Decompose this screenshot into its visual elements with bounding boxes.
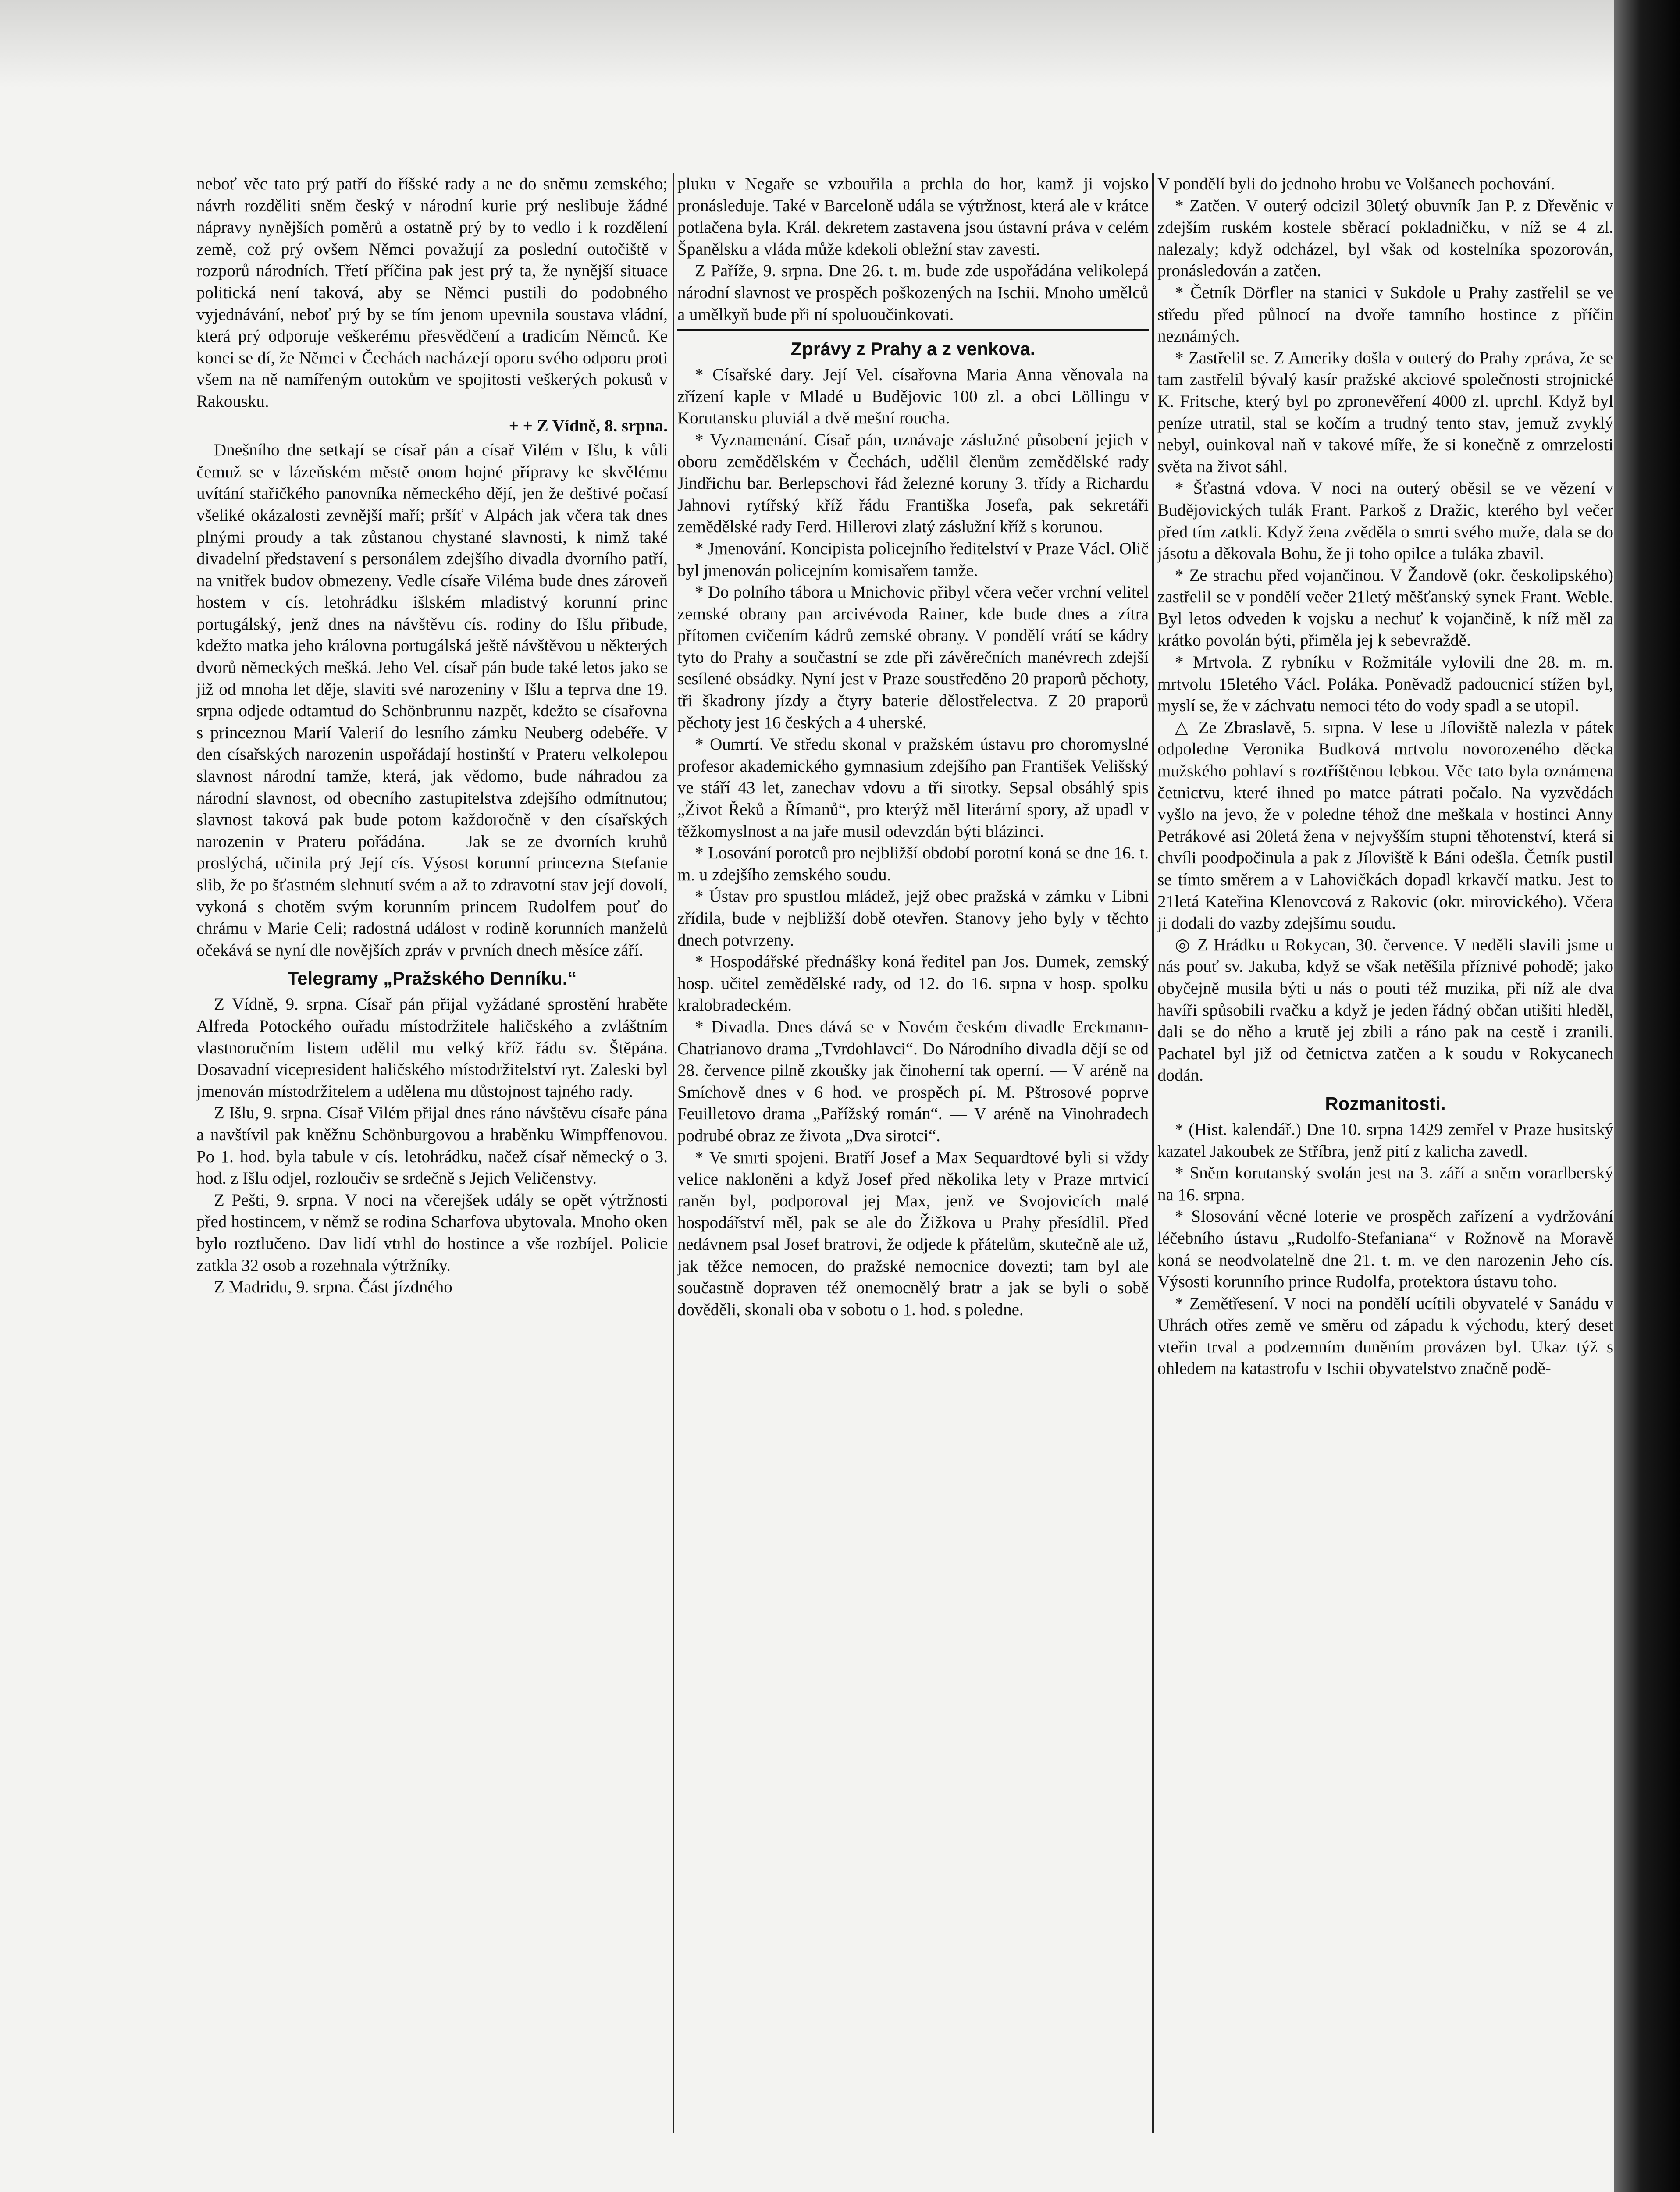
paragraph: Z Pešti, 9. srpna. V noci na včerejšek udály se opět výtržnosti před hostincem, v němž se rodina Scharfova ubytovala. Mnoho oken bylo roztlučeno. Dav lidí vtrhl do hostince a vše rozbíjel. Policie zatkla 32 osob a rozehnala výtržníky. [196, 1190, 668, 1275]
section-heading: Telegramy „Pražského Denníku.“ [287, 968, 577, 989]
paragraph: * Sněm korutanský svolán jest na 3. září a sněm vorarlberský na 16. srpna. [1157, 1164, 1613, 1204]
paragraph: * Losování porotců pro nejbližší období porotní koná se dne 16. t. m. u zdejšího zemského soudu. [677, 843, 1149, 884]
paragraph: * Slosování věcné loterie ve prospěch zařízení a vydržování léčebního ústavu „Rudolfo-Stefaniana“ v Rožnově na Moravě koná se neodvolatelně dne 21. t. m. ve den narozenin Jeho cís. Výsosti korunního prince Rudolfa, protektora ústavu toho. [1157, 1207, 1613, 1292]
paragraph: * Mrtvola. Z rybníku v Rožmitále vylovili dne 28. m. m. mrtvolu 15letého Václ. Poláka. Poněvadž padoucnicí stížen byl, myslí se, že v záchvatu nemoci této do vody spadl a se utopil. [1157, 653, 1613, 715]
paragraph: * Jmenování. Koncipista policejního ředitelství v Praze Václ. Olič byl jmenován policejním komisařem tamže. [677, 539, 1149, 580]
column-2 [677, 173, 1149, 2133]
section-heading: Rozmanitosti. [1325, 1093, 1446, 1114]
section-heading: Zprávy z Prahy a z venkova. [790, 338, 1036, 359]
paragraph: * Ústav pro spustlou mládež, jejž obec pražská v zámku v Libni zřídila, bude v nejbližší době otevřen. Stanovy jeho byly v těchto dnech potvrzeny. [677, 887, 1149, 950]
paragraph: Z Madridu, 9. srpna. Část jízdného [214, 1277, 452, 1297]
paragraph: △ Ze Zbraslavě, 5. srpna. V lese u Jíloviště nalezla v pátek odpoledne Veronika Budková mrtvolu novorozeného děcka mužského pohlaví s roztříštěnou lebkou. Věc tato byla oznámena četnictvu, které ihned po matce pátrati počalo. Na vyzvědách vyšlo na jevo, že v poledne téhož dne meškala v hostinci Anny Petrákové asi 20letá žena v nejvyšším stupni těhotenství, která si chvíli poodpočinula a pak z Jíloviště k Báni odešla. Četník pustil se tímto směrem a v Lahovičkách dopadl krkavčí matku. Jest to 21letá Kateřina Klenovcová z Rakovic (okr. mirovického). Včera ji dodali do vazby zdejšímu soudu. [1157, 718, 1613, 933]
paragraph: * Vyznamenání. Císař pán, uznávaje záslužné působení jejich v oboru zemědělském v Čechách, udělil členům zemědělské rady Jindřichu bar. Berlepschovi řád železné koruny 3. třídy a Richardu Jahnovi rytířský kříž řádu Františka Josefa, pak sekretáři zemědělské rady Ferd. Hillerovi zlatý záslužní kříž s korunou. [677, 430, 1149, 537]
paragraph: * Do polního tábora u Mnichovic přibyl včera večer vrchní velitel zemské obrany pan arcivévoda Rainer, kde bude dnes a zítra přítomen cvičením kádrů zemské obrany. V pondělí vrátí se kádry tyto do Prahy a součastní se zde při závěrečních manévrech zdejší sesílené obsádky. Nyní jest v Praze soustředěno 20 praporů pěchoty, tři škadrony jízdy a čtyry baterie dělostřelectva. Z 20 praporů pěchoty jest 16 českých a 4 uherské. [677, 583, 1149, 732]
paragraph: * Šťastná vdova. V noci na outerý oběsil se ve vězení v Budějovických tulák Frant. Parkoš z Dražic, kterého byl večer před tím zatkli. Když žena zvěděla o smrti svého muže, dala se do jásotu a děkovala Bohu, že ji toho opilce a tuláka zbavil. [1157, 479, 1613, 563]
paragraph: Z Išlu, 9. srpna. Císař Vilém přijal dnes ráno návštěvu císaře pána a navštívil pak kněžnu Schönburgovou a hraběnku Wimpffenovou. Po 1. hod. byla tabule v cís. letohrádku, načež císař německý o 3. hod. z Išlu odjel, rozloučiv se srdečně s Jejich Veličenstvy. [196, 1103, 668, 1188]
paragraph: * Ze strachu před vojančinou. V Žandově (okr. českolipského) zastřelil se v pondělí večer 21letý měšťanský synek Frant. Weble. Byl letos odveden k vojsku a nechuť k vojančině, k níž měl za krátko povolán býti, přiměla jej k sebevraždě. [1157, 566, 1613, 650]
paragraph: ◎ Z Hrádku u Rokycan, 30. července. V neděli slavili jsme u nás pouť sv. Jakuba, když se však netěšila příznivé pohodě; jako obyčejně musila býti u nás o pouti též muzika, při níž ale dva havíři spůsobili rvačku a když je jeden řádný občan utišiti hleděl, dali se do něho a krutě jej zbili a ráno pak na cestě i zranili. Pachatel byl již od četnictva zatčen a k soudu v Rokycanech dodán. [1157, 935, 1613, 1085]
page-shading [0, 0, 1622, 88]
column-3 [1157, 173, 1613, 2133]
paragraph: Z Vídně, 9. srpna. Císař pán přijal vyžádané sprostění hraběte Alfreda Potockého ouřadu místodržitele haličského a zvláštním vlastnoručním listem udělil mu velký kříž řádu sv. Štěpána. Dosavadní vicepresident haličského místodržitelství ryt. Zaleski byl jmenován místodržitelem a udělena mu důstojnost tajného rady. [196, 995, 668, 1101]
column-divider [1152, 173, 1154, 2133]
paragraph: Dnešního dne setkají se císař pán a císař Vilém v Išlu, k vůli čemuž se v lázeňském městě onom hojné přípravy ke skvělému uvítání stařičkého panovníka německého dějí, jen že deštivé počasí všeliké okázalosti zevnější maří; pršíť v Alpách jak včera tak dnes plnými proudy a tak zůstanou chystané slavnosti, k nimž také divadelní představení s personálem zdejšího divadla dvorního patří, na vnitřek budov obmezeny. Vedle císaře Viléma bude dnes zároveň hostem v cís. letohrádku išlském mladistvý korunní princ portugálský, jenž dnes na návštěvu cís. rodiny do Išlu přibude, kdežto matka jeho královna portugálská ještě návštěvou u některých dvorů německých mešká. Jeho Vel. císař pán bude také letos jako se již od mnoha let děje, slaviti své narozeniny v Išlu a teprva dne 19. srpna odjede odtamtud do Schönbrunnu nazpět, kdežto se císařovna s princeznou Marií Valerií do lesního zámku Neuberg odebéře. V den císařských narozenin uspořádají hostinští v Prateru velkolepou slavnost národní tamže, která, jak vědomo, bude náhradou za národní slavnost, od obecního zastupitelstva zdejšího odmítnutou; slavnost taková pak bude potom každoročně v den císařských narozenin v Prateru pořádána. — Jak se ze dvorních kruhů proslýchá, učinila prý Její cís. Výsost korunní princezna Stefanie slib, že po šťastném slehnutí svém a až to zdravotní stav její dovolí, vykoná s chotěm svým korunním princem Rudolfem pouť do chrámu v Marie Celi; radostná událost v rodině korunních manželů očekává se nyní dle novějších zpráv v prvních dnech měsíce září. [196, 441, 668, 960]
column-1 [196, 173, 668, 2133]
paragraph: Z Paříže, 9. srpna. Dne 26. t. m. bude zde uspořádána velikolepá národní slavnost ve prospěch poškozených na Ischii. Mnoho umělců a umělkyň bude při ní spoluoučinkovati. [677, 261, 1149, 324]
paragraph: neboť věc tato prý patří do říšské rady a ne do sněmu zemského; návrh rozděliti sněm český v národní kurie prý neslibuje žádné nápravy nynějších poměrů a ostatně prý by to vedlo i k rozdělení země, což prý ovšem Němci považují za poslední outočiště v rozporů národních. Třetí příčina pak jest prý ta, že nynější situace politická není taková, aby se Němci pustili do podobného vyjednávání, neboť prý by se tím jenom upevnila soustava vládní, která prý odporuje veškerému přesvědčení a tradicím Němců. Ke konci se dí, že Němci v Čechách nacházejí oporu svého odporu proti všem na ně namířeným outokům ve spojitosti veškerých pokusů v Rakousku. [196, 174, 668, 411]
paragraph: * Hospodářské přednášky koná ředitel pan Jos. Dumek, zemský hosp. učitel zemědělské rady, od 12. do 16. srpna v hosp. spolku kralobradeckém. [677, 952, 1149, 1015]
section-rule [677, 329, 1149, 331]
paragraph: V pondělí byli do jednoho hrobu ve Volšanech pochování. [1157, 174, 1555, 193]
paragraph: * Oumrtí. Ve středu skonal v pražském ústavu pro choromyslné profesor akademického gymnasium zdejšího pan František Velišský ve stáří 43 let, zanechav vdovu a tři sirotky. Sepsal obsáhlý spis „Život Řeků a Římanů“, pro kterýž měl literární spory, až upadl v těžkomyslnost a na jaře musil odevzdán býti blázinci. [677, 735, 1149, 841]
dateline: + + Z Vídně, 8. srpna. [509, 416, 668, 435]
paragraph: * Zastřelil se. Z Ameriky došla v outerý do Prahy zpráva, že se tam zastřelil bývalý kasír pražské akciové společnosti strojnické K. Fritsche, který byl po zpronevěření 4000 zl. uprchl. Když byl peníze utratil, stal se kočím a trudný tento stav, jemuž zvyklý nebyl, ouinkoval naň v takové míře, že si konečně z omrzelosti světa na život sáhl. [1157, 348, 1613, 476]
paragraph: pluku v Negaře se vzbouřila a prchla do hor, kamž ji vojsko pronásleduje. Také v Barceloně udála se výtržnost, která ale v krátce potlačena byla. Král. dekretem zastavena jsou ústavní práva v celém Španělsku a vláda může kdekoli obležní stav zavesti. [677, 174, 1149, 259]
paragraph: * Divadla. Dnes dává se v Novém českém divadle Erckmann-Chatrianovo drama „Tvrdohlavci“. Do Národního divadla dějí se od 28. července pilně zkoušky jak činoherní tak operní. — V aréně na Smíchově dnes v 6 hod. ve prospěch pí. M. Pštrosové poprve Feuilletovo drama „Pařížský román“. — V aréně na Vinohradech podrubé obraz ze života „Dva sirotci“. [677, 1017, 1149, 1145]
paragraph: * Zatčen. V outerý odcizil 30letý obuvník Jan P. z Dřevěnic v zdejším ruském kostele sběrací pokladničku, v níž se 4 zl. nalezaly; když odcházel, byl však od kostelníka spozorován, pronásledován a zatčen. [1157, 196, 1613, 281]
paragraph: * (Hist. kalendář.) Dne 10. srpna 1429 zemřel v Praze husitský kazatel Jakoubek ze Stříbra, jenž pití z kalicha zavedl. [1157, 1120, 1613, 1161]
paragraph: * Císařské dary. Její Vel. císařovna Maria Anna věnovala na zřízení kaple v Mladé u Budějovic 100 zl. a obci Löllingu v Korutansku pluviál a dvě mešní roucha. [677, 365, 1149, 428]
paragraph: * Ve smrti spojeni. Bratří Josef a Max Sequardtové byli si vždy velice nakloněni a když Josef před několika lety v Praze mrtvicí raněn byl, podporoval jej Max, jenž ve Svojovicích malé hospodářství měl, pak se ale do Žižkova u Prahy přesídlil. Před nedávnem psal Josef bratrovi, že odjede k přátelům, skutečně ale už, jak těžce nemocen, do pražské nemocnice dovezti; tam byl ale součastně dopraven též onemocnělý bratr a jak se byli o sobě dověděli, skonali oba v sobotu o 1. hod. s poledne. [677, 1148, 1149, 1319]
column-divider [673, 173, 674, 2133]
scan-edge [1614, 0, 1680, 2192]
paragraph: * Četník Dörfler na stanici v Sukdole u Prahy zastřelil se ve středu před půlnocí na dvoře tamního hostince z příčin neznámých. [1157, 283, 1613, 346]
paragraph: * Zemětřesení. V noci na pondělí ucítili obyvatelé v Sanádu v Uhrách otřes země ve směru od západu k východu, který deset vteřin trval a podzemním duněním provázen byl. Ukaz týž s ohledem na katastrofu v Ischii obyvatelstvo značně podě- [1157, 1294, 1613, 1378]
